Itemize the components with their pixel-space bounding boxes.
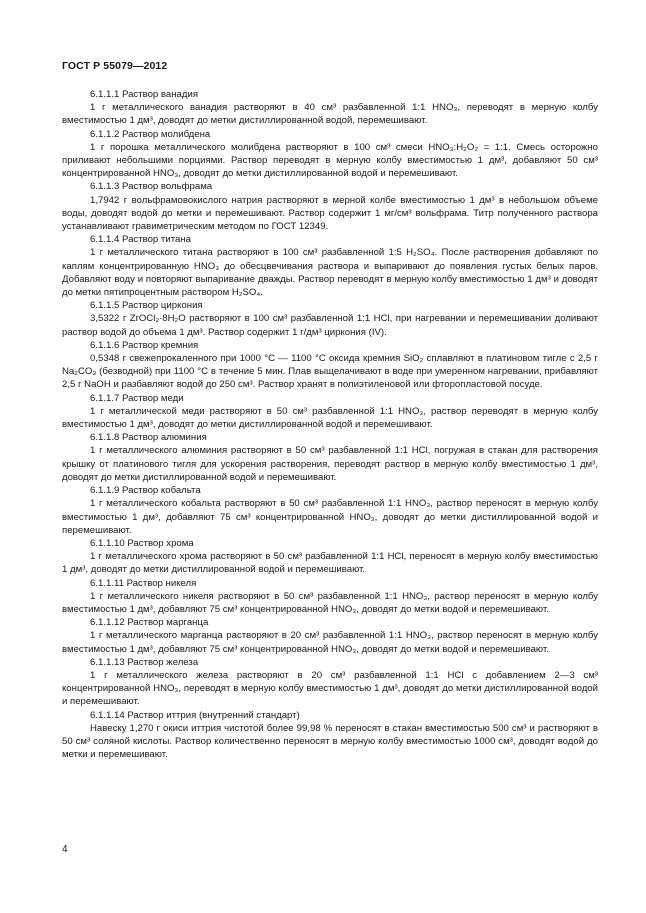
section-text-tungsten: 1,7942 г вольфрамовокислого натрия растворяют в мерной колбе вместимостью 1 дм³ в небольшом объеме воды, доводят водой до метки и перемешивают. Раствор содержит 1 мг/см³ вольфрама. Титр полученного раствора устанавливают гравиметрическим методом по ГОСТ 12349. [62,194,598,233]
section-text-chromium: 1 г металлического хрома растворяют в 50 см³ разбавленной 1:1 HCl, переносят в мерную колбу вместимостью 1 дм³, доводят до метки дистиллированной водой и перемешивают. [62,551,598,576]
section-title-cobalt: 6.1.1.9 Раствор кобальта [90,485,201,497]
section-text-aluminium: 1 г металлического алюминия растворяют в 50 см³ разбавленной 1:1 HCl, погружая в стакан для растворения крышку от платинового тигля для ускорения растворения, переводят раствор в мерную колбу вместимостью 1 дм³, доводят до метки дистиллированной водой и перемешивают. [62,445,598,483]
section-title-chromium: 6.1.1.10 Раствор хрома [90,537,194,549]
section-title-titanium: 6.1.1.4 Раствор титана [90,234,191,246]
section-title-yttrium: 6.1.1.14 Раствор иттрия (внутренний стандарт) [90,709,300,721]
section-title-iron: 6.1.1.13 Раствор железа [90,656,199,668]
section-title-tungsten: 6.1.1.3 Раствор вольфрама [90,181,213,193]
section-title-aluminium: 6.1.1.8 Раствор алюминия [90,432,207,444]
section-title-copper: 6.1.1.7 Раствор меди [90,392,184,404]
document-body [62,88,598,761]
section-text-silicon: 0,5348 г свежепрокаленного при 1000 °С — 1100 °С оксида кремния SiO₂ сплавляют в платиновом тигле с 2,5 г Na₂CO₃ (безводной) при 1100 °С в течение 5 мин. Плав выщелачивают в воде при умеренном нагревании, прибавляют 2,5 г NaOH и разбавляют водой до 250 см³. Раствор хранят в полиэтиленовой или фторопластовой посуде. [62,353,598,391]
section-text-molybdenum: 1 г порошка металлического молибдена растворяют в 100 см³ смеси HNO₃:H₂O₂ = 1:1. Смесь осторожно приливают небольшими порциями. Раствор переводят в мерную колбу вместимостью 1 дм³, добавляют 50 см³ концентрированной HNO₃, доводят до метки дистиллированной водой и перемешивают. [62,141,598,180]
section-title-vanadium: 6.1.1.1 Раствор ванадия [90,89,199,100]
section-title-manganese: 6.1.1.12 Раствор марганца [90,617,209,629]
section-title-nickel: 6.1.1.11 Раствор никеля [90,577,197,589]
document-header: ГОСТ Р 55079—2012 [62,60,168,72]
section-text-manganese: 1 г металлического марганца растворяют в 20 см³ разбавленной 1:1 HNO₃, раствор переносят в мерную колбу вместимостью 1 дм³, добавляют 75 см³ концентрированной HNO₃, доводят до метки водой и перемешивают. [62,630,598,655]
section-title-molybdenum: 6.1.1.2 Раствор молибдена [90,128,211,140]
section-text-vanadium: 1 г металлического ванадия растворяют в 40 см³ разбавленной 1:1 HNO₃, переводят в мерную колбу вместимостью 1 дм³, доводят до метки дистиллированной водой, перемешивают. [62,102,598,127]
section-text-zirconium: 3,5322 г ZrOCl₂·8H₂O растворяют в 100 см³ разбавленной 1:1 HCl, при нагревании и перемешивании доливают раствор водой до объема 1 дм³. Раствор содержит 1 г/дм³ циркония (IV). [62,313,598,338]
section-text-copper: 1 г металлической меди растворяют в 50 см³ разбавленной 1:1 HNO₃, раствор переводят в мерную колбу вместимостью 1 дм³, доводят до метки дистиллированной водой и перемешивают. [62,405,598,431]
section-title-silicon: 6.1.1.6 Раствор кремния [90,339,199,351]
section-title-zirconium: 6.1.1.5 Раствор циркония [90,300,203,312]
page-number: 4 [62,844,68,855]
section-text-titanium: 1 г металлического титана растворяют в 100 см³ разбавленной 1:5 H₂SO₄. После растворения добавляют по каплям концентрированную HNO₃ до обесцвечивания раствора и выпаривают до появления густых белых паров. Добавляют воду и повторяют выпаривание дважды. Раствор переводят в мерную колбу вместимостью 1 дм³ и доводят до метки пятипроцентным раствором H₂SO₄. [62,247,598,299]
section-text-cobalt: 1 г металлического кобальта растворяют в 50 см³ разбавленной 1:1 HNO₃, раствор переносят в мерную колбу вместимостью 1 дм³, добавляют 75 см³ концентрированной HNO₃, доводят до метки дистиллированной водой и перемешивают. [62,498,598,536]
section-text-yttrium: Навеску 1,270 г окиси иттрия чистотой более 99,98 % переносят в стакан вместимостью 500 см³ и растворяют в 50 см³ соляной кислоты. Раствор количественно переносят в мерную колбу вместимостью 1000 см³, доводят водой до метки и перемешивают. [62,722,598,761]
section-text-iron: 1 г металлического железа растворяют в 20 см³ разбавленной 1:1 HCl с добавлением 2—3 см³ концентрированной HNO₃, переводят в мерную колбу вместимостью 1 дм³, доводят до метки дистиллированной водой и перемешивают. [62,669,598,708]
section-text-nickel: 1 г металлического никеля растворяют в 50 см³ разбавленной 1:1 HNO₃, раствор переносят в мерную колбу вместимостью 1 дм³, добавляют 75 см³ концентрированной HNO₃, доводят до метки водой и перемешивают. [62,590,598,615]
